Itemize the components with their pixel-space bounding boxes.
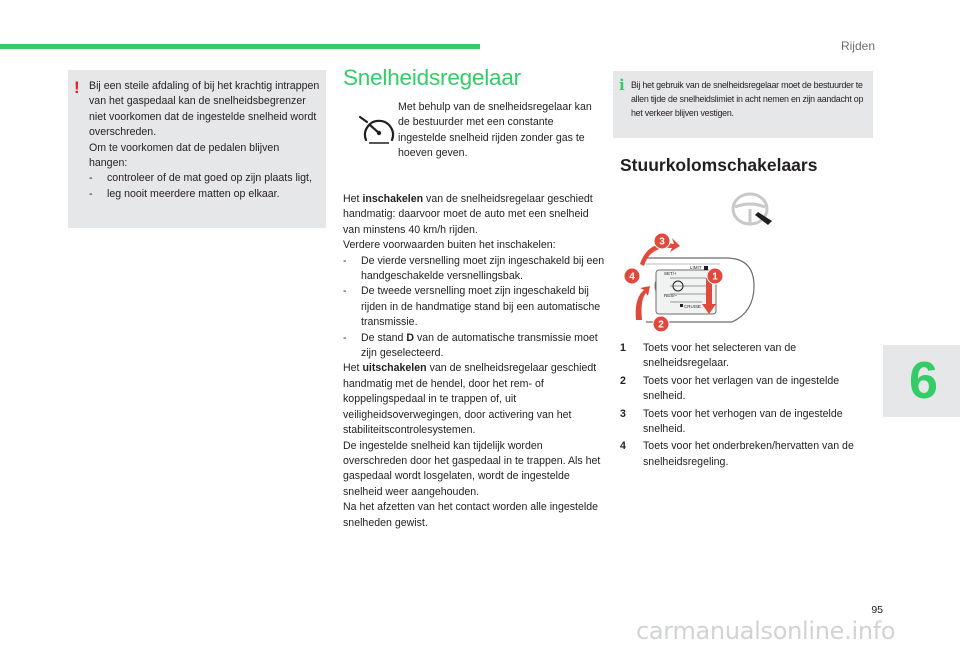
chapter-tab: 6 [883, 345, 960, 417]
intro-text: Met behulp van de snelheidsregelaar kan de bestuurder met een constante ingestelde snelheid rijden zonder gas te hoeven geven. [398, 101, 592, 160]
diagram-label-limit: LIMIT [690, 265, 702, 270]
badge-3: 3 [659, 236, 665, 248]
info-box [613, 71, 873, 138]
warning-box [68, 70, 326, 228]
section-header: Rijden [840, 39, 875, 53]
condition-item: - De stand D van de automatische transmissie moet zijn geselecteerd. [343, 331, 598, 360]
intro-block [343, 100, 601, 188]
paragraph-deactivation: Het uitschakelen van de snelheidsregelaar geschiedt handmatig met de hendel, door het rem- of koppelingspedaal in te trappen of, uit veiligheidsoverwegingen, door activering van het stabiliteitscontrolesystemen. [343, 362, 597, 437]
stalk-diagram [620, 228, 760, 340]
badge-2: 2 [658, 319, 664, 331]
cruise-control-section [343, 64, 601, 188]
subsection-title: Stuurkolomschakelaars [620, 155, 818, 175]
watermark: carmanualsonline.info [636, 617, 896, 645]
list-item: 4 Toets voor het onderbreken/hervatten van de snelheidsregeling. [620, 440, 854, 468]
info-icon: i [619, 76, 625, 94]
steering-wheel-icon [728, 190, 776, 230]
paragraph-conditions: Verdere voorwaarden buiten het inschakelen: [343, 239, 556, 252]
list-item: 2 Toets voor het verlagen van de ingestelde snelheid. [620, 374, 840, 403]
speedometer-icon [357, 114, 399, 150]
paragraph-activation: Het inschakelen van de snelheidsregelaar geschiedt handmatig: daarvoor moet de auto met een snelheid van minstens 40 km/h rijden. [343, 193, 593, 236]
badge-1: 1 [712, 271, 718, 283]
paragraph-reset: Na het afzetten van het contact worden alle ingestelde snelheden gewist. [343, 501, 599, 529]
badge-4: 4 [629, 271, 635, 283]
warning-intro-2: Om te voorkomen dat de pedalen blijven hangen: [89, 141, 280, 170]
list-item: 3 Toets voor het verhogen van de ingestelde snelheid. [620, 407, 843, 436]
cruise-control-body [343, 192, 605, 531]
page-number: 95 [871, 604, 883, 616]
warning-item: - leg nooit meerdere matten op elkaar. [89, 187, 280, 200]
diagram-label-set: SET/+ [664, 271, 677, 276]
diagram-label-cruise: CRUISE [684, 304, 702, 309]
warning-item: - controleer of de mat goed op zijn plaats ligt, [89, 172, 312, 185]
section-title: Snelheidsregelaar [343, 65, 521, 90]
info-text: Bij het gebruik van de snelheidsregelaar moet de bestuurder te allen tijde de snelheidslimiet in acht nemen en zijn aandacht op het verkeer blijven vestigen. [631, 80, 864, 118]
list-item: 1 Toets voor het selecteren van de snelheidsregelaar. [620, 342, 797, 370]
warning-icon: ! [74, 78, 80, 97]
diagram-label-res: RES/– [664, 293, 678, 298]
condition-item: - De vierde versnelling moet zijn ingeschakeld bij een handgeschakelde versnellingsbak. [343, 254, 605, 283]
section-color-bar [0, 44, 480, 49]
numbered-list [620, 341, 878, 472]
paragraph-override: De ingestelde snelheid kan tijdelijk worden overschreden door het gaspedaal in te trappen. Als het gaspedaal wordt losgelaten, wordt de ingestelde snelheid weer aangehouden. [343, 439, 601, 498]
condition-item: - De tweede versnelling moet zijn ingeschakeld bij rijden in de handmatige stand bij een automatische transmissie. [343, 285, 601, 329]
warning-intro: Bij een steile afdaling of bij het krachtig intrappen van het gaspedaal kan de snelheidsbegrenzer niet voorkomen dat de ingestelde snelheid wordt overschreden. [89, 80, 320, 139]
